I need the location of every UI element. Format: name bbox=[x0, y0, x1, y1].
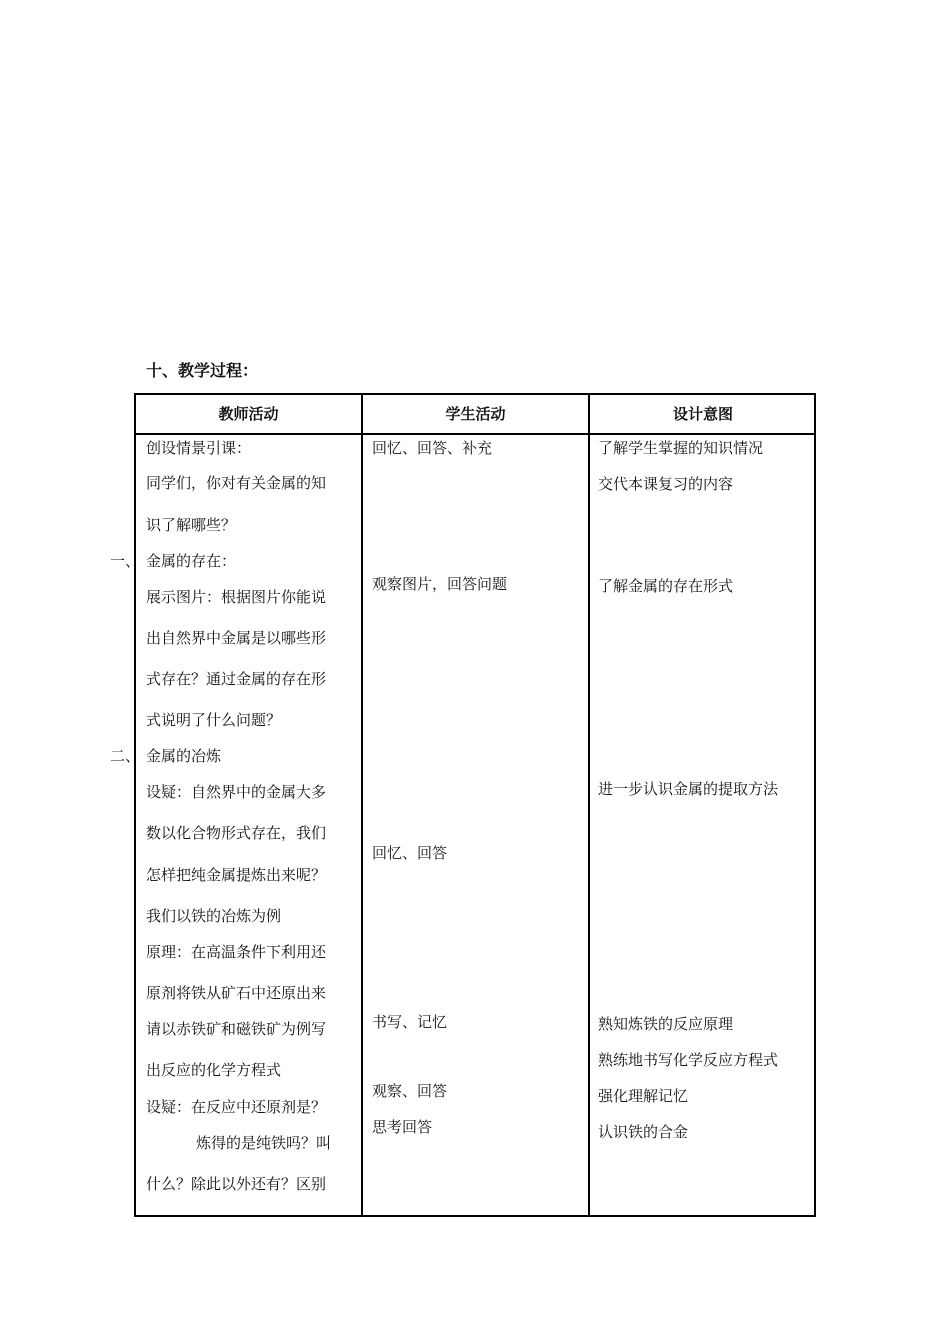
teacher-line: 原剂将铁从矿石中还原出来 bbox=[146, 984, 327, 1002]
teacher-line: 同学们，你对有关金属的知 bbox=[146, 474, 327, 492]
design-line: 了解学生掌握的知识情况 bbox=[598, 439, 764, 457]
header-design-intent: 设计意图 bbox=[672, 405, 733, 423]
column-divider bbox=[361, 395, 363, 1215]
section-marker-1: 一、 bbox=[110, 552, 141, 570]
student-line: 书写、记忆 bbox=[372, 1013, 448, 1031]
teacher-line: 怎样把纯金属提炼出来呢？ bbox=[146, 866, 327, 884]
design-line: 了解金属的存在形式 bbox=[598, 577, 734, 595]
teacher-line: 设疑：在反应中还原剂是？ bbox=[146, 1098, 327, 1116]
section-marker-2: 二、 bbox=[110, 747, 141, 765]
teacher-line: 金属的存在： bbox=[146, 552, 237, 570]
design-line: 交代本课复习的内容 bbox=[598, 475, 734, 493]
header-teacher-activity: 教师活动 bbox=[218, 405, 279, 423]
teacher-line: 我们以铁的冶炼为例 bbox=[146, 907, 282, 925]
header-divider bbox=[136, 433, 814, 435]
teacher-line: 金属的冶炼 bbox=[146, 747, 222, 765]
teacher-line: 出自然界中金属是以哪些形 bbox=[146, 629, 327, 647]
teacher-line: 什么？除此以外还有？区别 bbox=[146, 1175, 327, 1193]
design-line: 强化理解记忆 bbox=[598, 1087, 689, 1105]
teacher-line: 数以化合物形式存在，我们 bbox=[146, 824, 327, 842]
column-divider bbox=[588, 395, 590, 1215]
design-line: 熟知炼铁的反应原理 bbox=[598, 1015, 734, 1033]
student-line: 观察、回答 bbox=[372, 1082, 448, 1100]
student-line: 回忆、回答、补充 bbox=[372, 439, 493, 457]
design-line: 熟练地书写化学反应方程式 bbox=[598, 1051, 779, 1069]
student-line: 思考回答 bbox=[372, 1118, 433, 1136]
teacher-line: 设疑：自然界中的金属大多 bbox=[146, 783, 327, 801]
student-line: 观察图片，回答问题 bbox=[372, 575, 508, 593]
teacher-line: 识了解哪些？ bbox=[146, 516, 237, 534]
student-line: 回忆、回答 bbox=[372, 844, 448, 862]
teacher-line: 请以赤铁矿和磁铁矿为例写 bbox=[146, 1020, 327, 1038]
design-line: 认识铁的合金 bbox=[598, 1123, 689, 1141]
teacher-line: 展示图片：根据图片你能说 bbox=[146, 588, 327, 606]
teacher-line: 炼得的是纯铁吗？叫 bbox=[196, 1134, 332, 1152]
teacher-line: 式存在？通过金属的存在形 bbox=[146, 670, 327, 688]
teacher-line: 出反应的化学方程式 bbox=[146, 1061, 282, 1079]
teaching-process-table bbox=[134, 393, 816, 1217]
header-student-activity: 学生活动 bbox=[445, 405, 506, 423]
teacher-line: 创设情景引课： bbox=[146, 439, 252, 457]
design-line: 进一步认识金属的提取方法 bbox=[598, 780, 779, 798]
section-title: 十、教学过程： bbox=[146, 361, 259, 380]
teacher-line: 式说明了什么问题？ bbox=[146, 711, 282, 729]
teacher-line: 原理：在高温条件下利用还 bbox=[146, 943, 327, 961]
